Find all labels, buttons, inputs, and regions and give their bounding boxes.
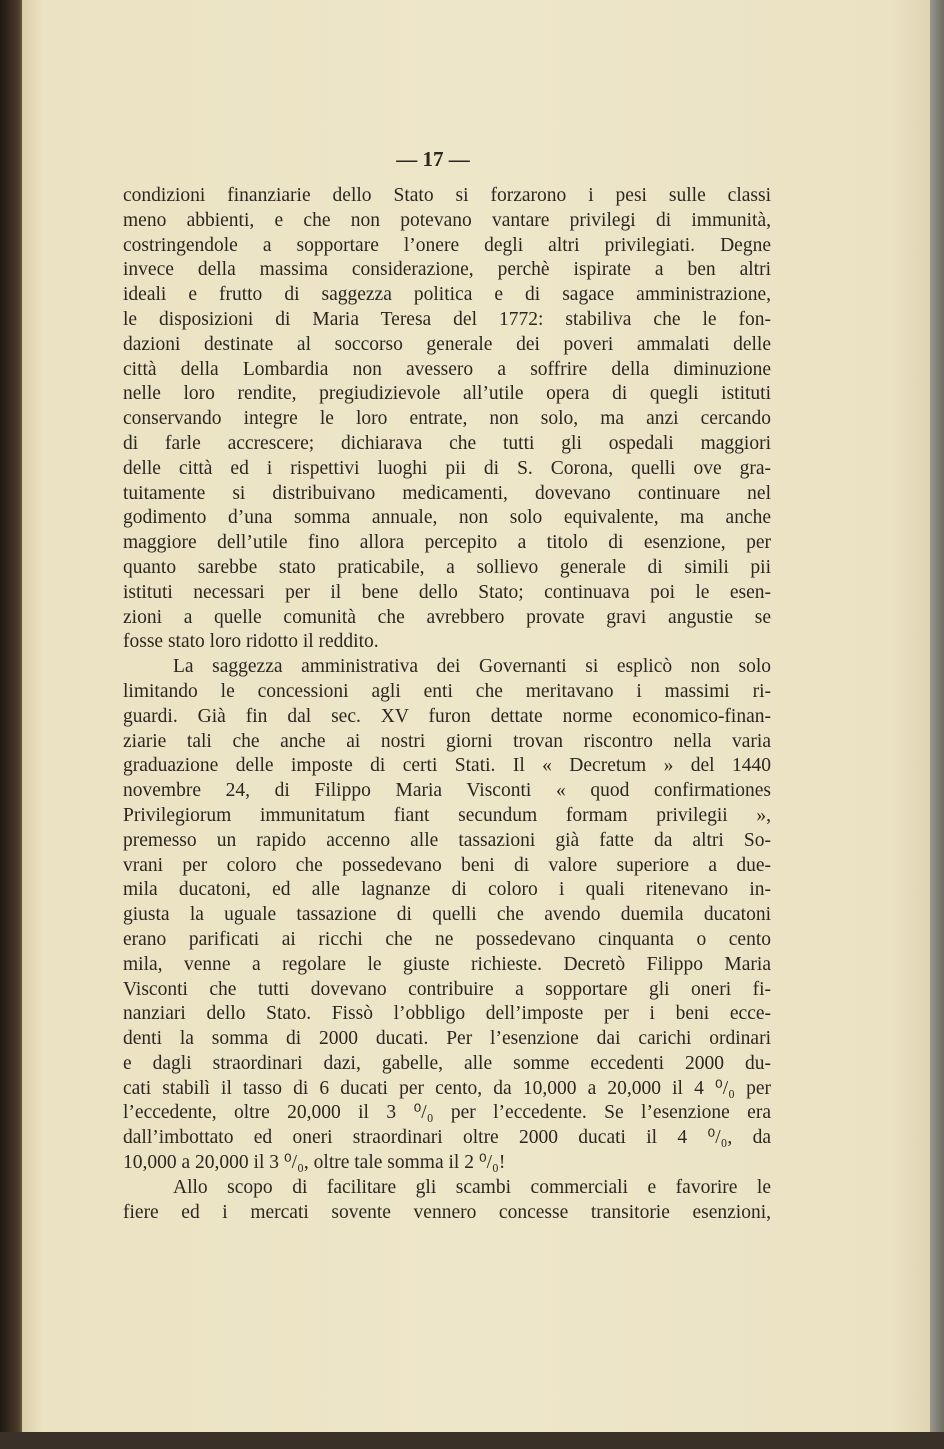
text-line: condizioni finanziarie dello Stato si forzarono i pesi sulle classi (123, 185, 771, 206)
text-line: istituti necessari per il bene dello Stato; continuava poi le esen- (123, 581, 771, 603)
text-line: mila ducatoni, ed alle lagnanze di coloro i quali ritenevano in- (123, 879, 771, 901)
text-line: l’eccedente, oltre 20,000 il 3 ⁰/₀ per l’eccedente. Se l’esenzione era (123, 1102, 771, 1124)
text-line: città della Lombardia non avessero a soffrire della diminuzione (123, 358, 771, 380)
text-line: di farle accrescere; dichiarava che tutti gli ospedali maggiori (123, 432, 771, 454)
text-line: limitando le concessioni agli enti che meritavano i massimi ri- (123, 680, 771, 702)
text-line: Privilegiorum immunitatum fiant secundum formam privilegii », (123, 804, 771, 826)
text-line: nanziari dello Stato. Fissò l’obbligo dell’imposte per i beni ecce- (123, 1003, 771, 1025)
text-line: costringendole a sopportare l’onere degli altri privilegiati. Degne (123, 234, 771, 256)
text-line: Allo scopo di facilitare gli scambi commerciali e favorire le (173, 1176, 771, 1198)
text-line: godimento d’una somma annuale, non solo equivalente, ma anche (123, 507, 771, 529)
scan-bottom-edge (0, 1432, 944, 1449)
text-line: cati stabilì il tasso di 6 ducati per cento, da 10,000 a 20,000 il 4 ⁰/₀ per (123, 1077, 771, 1099)
text-line: giusta la uguale tassazione di quelli che avendo duemila ducatoni (123, 904, 771, 926)
text-line: vrani per coloro che possedevano beni di valore superiore a due- (123, 854, 771, 876)
text-line: erano parificati ai ricchi che ne possedevano cinquanta o cento (123, 928, 771, 950)
text-line: meno abbienti, e che non potevano vantare privilegi di immunità, (123, 209, 771, 231)
scan-right-edge (930, 0, 944, 1449)
text-line: conservando integre le loro entrate, non solo, ma anzi cercando (123, 408, 771, 430)
text-line: fiere ed i mercati sovente vennero concesse transitorie esenzioni, (123, 1201, 771, 1223)
text-line: mila, venne a regolare le giuste richieste. Decretò Filippo Maria (123, 953, 771, 975)
text-line: fosse stato loro ridotto il reddito. (123, 631, 379, 653)
text-line: dall’imbottato ed oneri straordinari oltre 2000 ducati il 4 ⁰/₀, da (123, 1127, 771, 1149)
text-line: zioni a quelle comunità che avrebbero provate gravi angustie se (123, 606, 771, 628)
text-line: denti la somma di 2000 ducati. Per l’esenzione dai carichi ordinari (123, 1028, 771, 1050)
text-line: ideali e frutto di saggezza politica e di sagace amministrazione, (123, 284, 771, 306)
page-number: — 17 — (396, 147, 470, 171)
text-line: e dagli straordinari dazi, gabelle, alle somme eccedenti 2000 du- (123, 1052, 771, 1074)
text-line: nelle loro rendite, pregiudizievole all’utile opera di quegli istituti (123, 383, 771, 405)
text-line: quanto sarebbe stato praticabile, a sollievo generale di simili pii (123, 556, 771, 578)
text-line: delle città ed i rispettivi luoghi pii di S. Corona, quelli ove gra- (123, 457, 771, 479)
text-line: graduazione delle imposte di certi Stati. Il « Decretum » del 1440 (123, 755, 771, 777)
body-text (123, 184, 771, 1225)
text-line: dazioni destinate al soccorso generale dei poveri ammalati delle (123, 333, 771, 355)
text-line: premesso un rapido accenno alle tassazioni già fatte da altri So- (123, 829, 771, 851)
text-line: Visconti che tutti dovevano contribuire a sopportare gli oneri fi- (123, 978, 771, 1000)
text-line: le disposizioni di Maria Teresa del 1772: stabiliva che le fon- (123, 308, 771, 330)
text-line: invece della massima considerazione, perchè ispirate a ben altri (123, 259, 771, 281)
text-line: novembre 24, di Filippo Maria Visconti « quod confirmationes (123, 780, 771, 802)
text-line: ziarie tali che anche ai nostri giorni trovan riscontro nella varia (123, 730, 771, 752)
text-line: maggiore dell’utile fino allora percepito a titolo di esenzione, per (123, 532, 771, 554)
text-line: tuitamente si distribuivano medicamenti, dovevano continuare nel (123, 482, 771, 504)
text-line: La saggezza amministrativa dei Governanti si esplicò non solo (173, 656, 771, 678)
text-line: guardi. Già fin dal sec. XV furon dettate norme economico-finan- (123, 705, 771, 727)
text-line: 10,000 a 20,000 il 3 ⁰/₀, oltre tale somma il 2 ⁰/₀! (123, 1152, 506, 1174)
